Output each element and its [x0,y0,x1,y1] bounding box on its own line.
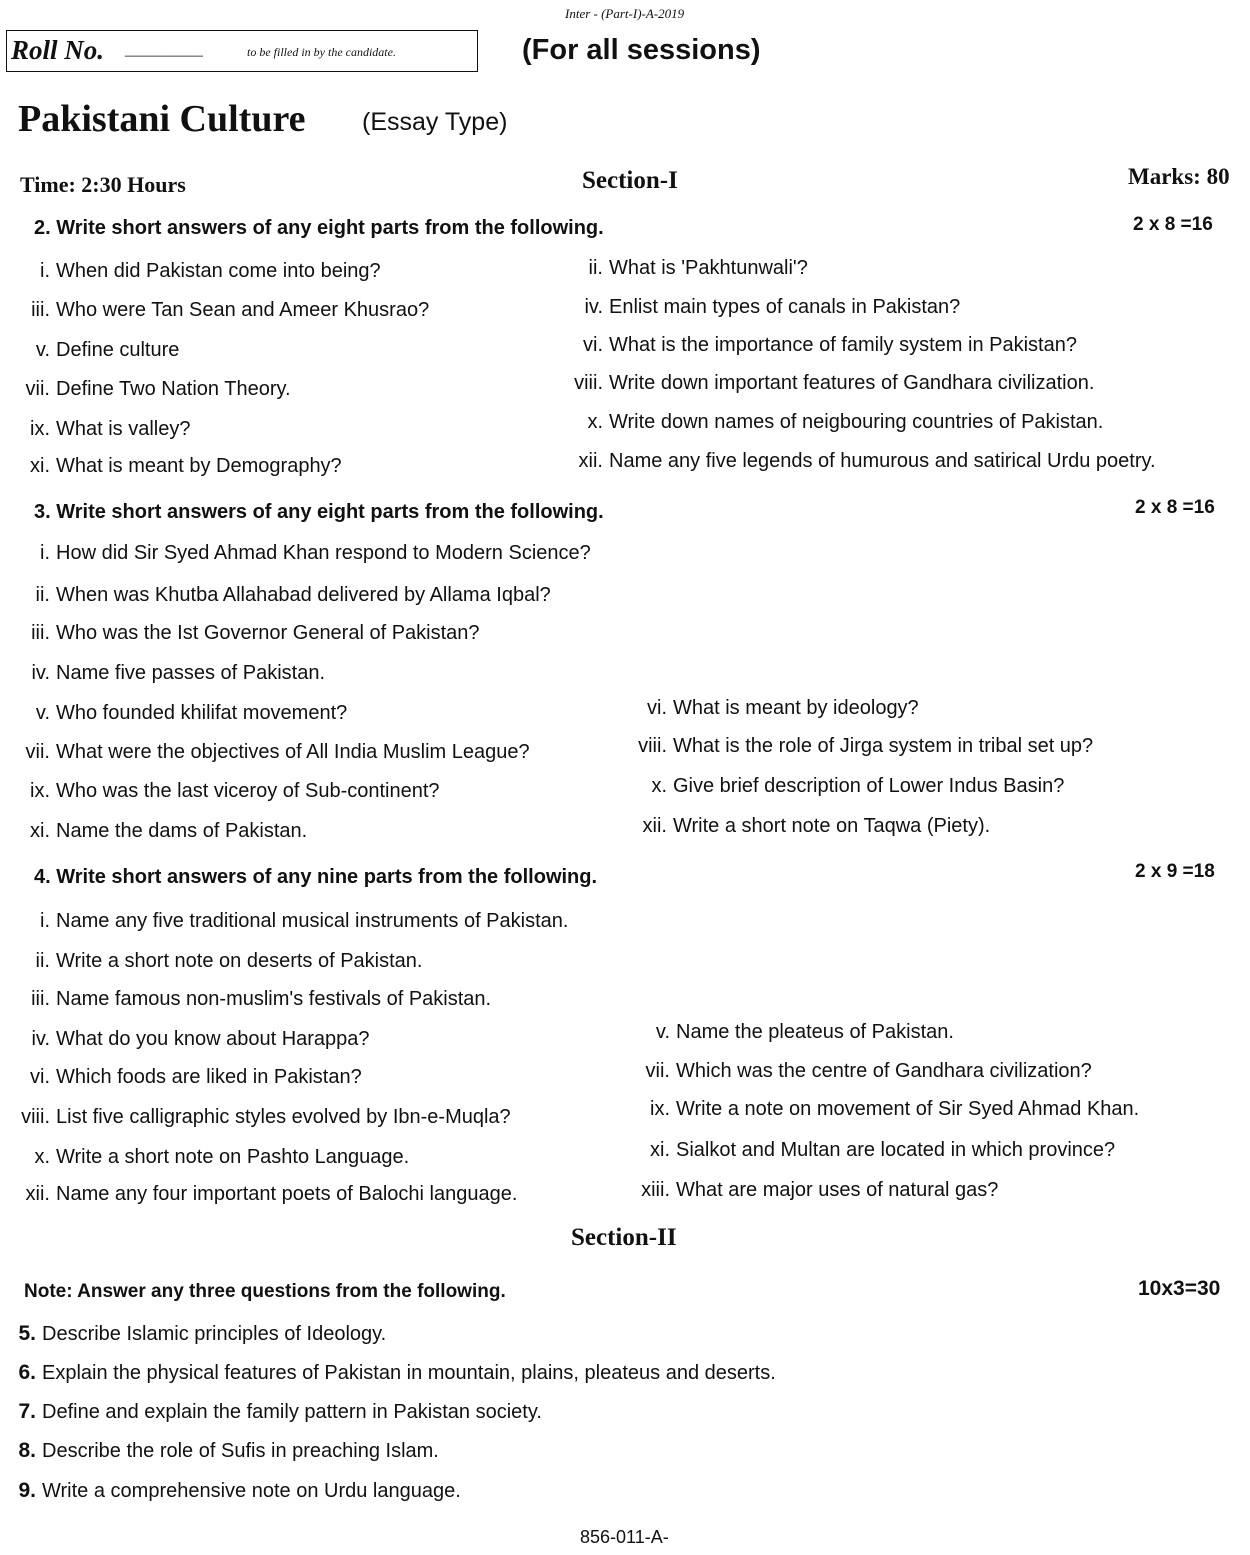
question-item: xii. Name any five legends of humurous and satirical Urdu poetry. [578,450,1156,472]
question-item: v. Name the pleateus of Pakistan. [655,1021,954,1043]
roll-no-box[interactable] [6,30,478,72]
question-item: vii. Define Two Nation Theory. [25,378,291,400]
subject-title: Pakistani Culture [18,98,306,140]
question-item: 8. Describe the role of Sufis in preaching Islam. [18,1439,439,1462]
exam-code: Inter - (Part-I)-A-2019 [565,6,685,21]
question-item: xiii. What are major uses of natural gas? [641,1179,999,1201]
question-item: vi. What is the importance of family system in Pakistan? [583,334,1077,356]
question-item: xi. Name the dams of Pakistan. [30,820,308,842]
question-item: 5. Describe Islamic principles of Ideology. [18,1322,387,1345]
total-marks: Marks: 80 [1128,164,1230,189]
roll-no-label: Roll No. [11,35,105,65]
section-2-title: Section-II [571,1224,677,1251]
question-item: 6. Explain the physical features of Pakistan in mountain, plains, pleateus and deserts. [18,1361,776,1384]
question-item: iii. Who was the Ist Governor General of Pakistan? [31,622,480,644]
question-item: ix. Who was the last viceroy of Sub-continent? [30,780,440,802]
sessions: (For all sessions) [522,34,761,66]
time: Time: 2:30 Hours [20,172,186,197]
question-item: xi. Sialkot and Multan are located in which province? [650,1139,1116,1161]
q3-marks: 2 x 8 =16 [1135,497,1215,518]
question-item: iv. What do you know about Harappa? [31,1028,370,1050]
question-item: i. When did Pakistan come into being? [40,260,381,282]
q2-marks: 2 x 8 =16 [1133,214,1213,235]
question-item: x. Write a short note on Pashto Language. [34,1146,410,1168]
question-item: xi. What is meant by Demography? [30,455,342,477]
question-item: xii. Name any four important poets of Balochi language. [25,1183,518,1205]
question-item: viii. What is the role of Jirga system in tribal set up? [638,735,1094,757]
question-item: 7. Define and explain the family pattern in Pakistan society. [18,1400,542,1423]
question-item: iv. Enlist main types of canals in Pakistan? [584,296,961,318]
section-1-title: Section-I [582,167,678,194]
question-item: vii. Which was the centre of Gandhara civilization? [645,1060,1092,1082]
paper-code: 856-011-A- [580,1527,669,1547]
question-item: xii. Write a short note on Taqwa (Piety). [642,815,991,837]
section-2-marks: 10x3=30 [1138,1277,1221,1300]
question-item: ii. Write a short note on deserts of Pakistan. [35,950,423,972]
question-item: vi. Which foods are liked in Pakistan? [30,1066,362,1088]
question-item: i. How did Sir Syed Ahmad Khan respond to Modern Science? [40,542,591,564]
q2-heading: 2. Write short answers of any eight parts from the following. [34,217,604,239]
section-2-note: Note: Answer any three questions from the following. [24,1281,506,1302]
question-item: 9. Write a comprehensive note on Urdu language. [18,1479,461,1502]
question-item: viii. Write down important features of Gandhara civilization. [574,372,1095,394]
question-item: x. Give brief description of Lower Indus Basin? [651,775,1065,797]
question-item: ix. Write a note on movement of Sir Syed Ahmad Khan. [650,1098,1140,1120]
question-item: iv. Name five passes of Pakistan. [31,662,326,684]
question-item: vii. What were the objectives of All India Muslim League? [25,741,530,763]
question-item: viii. List five calligraphic styles evolved by Ibn-e-Muqla? [21,1106,511,1128]
question-item: iii. Who were Tan Sean and Ameer Khusrao? [31,299,430,321]
question-item: x. Write down names of neigbouring countries of Pakistan. [587,411,1104,433]
question-item: iii. Name famous non-muslim's festivals of Pakistan. [31,988,492,1010]
paper-type: (Essay Type) [362,108,508,136]
question-item: i. Name any five traditional musical instruments of Pakistan. [40,910,569,932]
question-item: ii. What is 'Pakhtunwali'? [588,257,808,279]
question-item: ii. When was Khutba Allahabad delivered by Allama Iqbal? [35,584,551,606]
question-item: v. Define culture [35,339,180,361]
q4-heading: 4. Write short answers of any nine parts from the following. [34,866,598,888]
roll-no-note: to be filled in by the candidate. [247,45,396,59]
question-item: v. Who founded khilifat movement? [35,702,348,724]
question-item: ix. What is valley? [30,418,191,440]
roll-no-blank: _______ [125,37,203,59]
q3-heading: 3. Write short answers of any eight parts from the following. [34,501,604,523]
q4-marks: 2 x 9 =18 [1135,861,1215,882]
question-item: vi. What is meant by ideology? [647,697,919,719]
